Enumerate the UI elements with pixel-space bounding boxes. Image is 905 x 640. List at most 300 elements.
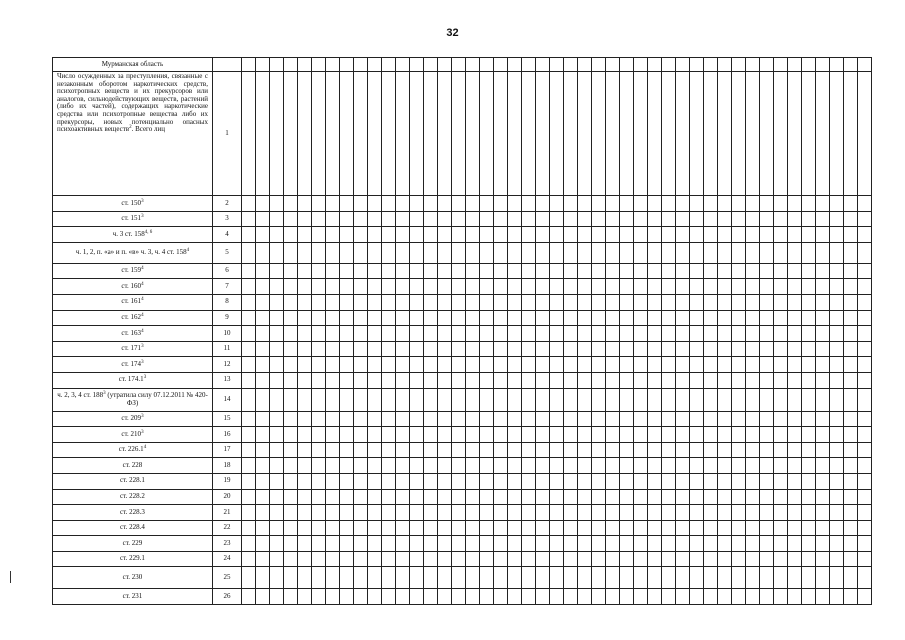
data-cell <box>410 520 424 536</box>
data-cell <box>284 72 298 196</box>
data-cell <box>326 58 340 72</box>
data-cell <box>788 372 802 388</box>
article-label <box>53 279 213 295</box>
data-cell <box>746 326 760 342</box>
data-cell <box>284 357 298 373</box>
data-cell <box>564 589 578 605</box>
data-cell <box>788 279 802 295</box>
data-cell <box>578 458 592 474</box>
data-cell <box>410 589 424 605</box>
data-cell <box>844 263 858 279</box>
data-cell <box>396 536 410 552</box>
data-cell <box>452 341 466 357</box>
data-cell <box>816 520 830 536</box>
data-cell <box>718 294 732 310</box>
data-cell <box>424 242 438 263</box>
data-cell <box>676 473 690 489</box>
data-cell <box>480 357 494 373</box>
data-cell <box>410 326 424 342</box>
article-label <box>53 411 213 427</box>
data-cell <box>802 263 816 279</box>
data-cell <box>256 589 270 605</box>
data-cell <box>242 310 256 326</box>
data-cell <box>494 411 508 427</box>
data-cell <box>676 341 690 357</box>
data-cell <box>648 196 662 212</box>
data-cell <box>354 473 368 489</box>
data-cell <box>298 388 312 411</box>
data-cell <box>340 357 354 373</box>
data-cell <box>270 279 284 295</box>
data-cell <box>648 294 662 310</box>
data-cell <box>480 310 494 326</box>
data-cell <box>480 326 494 342</box>
data-cell <box>508 551 522 567</box>
data-cell <box>564 505 578 521</box>
data-cell <box>452 411 466 427</box>
data-cell <box>858 211 872 227</box>
data-cell <box>480 427 494 443</box>
data-cell <box>242 211 256 227</box>
data-cell <box>256 196 270 212</box>
article-label <box>53 520 213 536</box>
data-cell <box>242 388 256 411</box>
data-cell <box>774 589 788 605</box>
data-cell <box>270 442 284 458</box>
data-cell <box>298 279 312 295</box>
data-cell <box>844 227 858 243</box>
data-cell <box>494 58 508 72</box>
data-cell <box>382 263 396 279</box>
table-row <box>53 551 872 567</box>
article-label <box>53 473 213 489</box>
data-cell <box>718 227 732 243</box>
data-cell <box>396 411 410 427</box>
data-cell <box>634 294 648 310</box>
data-cell <box>690 341 704 357</box>
data-cell <box>858 489 872 505</box>
data-cell <box>536 388 550 411</box>
data-cell <box>382 489 396 505</box>
data-cell <box>718 279 732 295</box>
data-cell <box>494 294 508 310</box>
data-cell <box>746 242 760 263</box>
data-cell <box>536 458 550 474</box>
data-cell <box>452 196 466 212</box>
data-cell <box>704 227 718 243</box>
data-cell <box>466 58 480 72</box>
data-cell <box>746 589 760 605</box>
data-cell <box>648 357 662 373</box>
data-cell <box>620 505 634 521</box>
data-cell <box>354 227 368 243</box>
data-cell <box>844 72 858 196</box>
data-cell <box>494 211 508 227</box>
data-cell <box>424 589 438 605</box>
data-cell <box>704 58 718 72</box>
data-cell <box>732 196 746 212</box>
data-cell <box>354 326 368 342</box>
data-cell <box>774 388 788 411</box>
data-cell <box>662 72 676 196</box>
data-cell <box>662 294 676 310</box>
data-cell <box>564 411 578 427</box>
data-cell <box>284 411 298 427</box>
data-cell <box>438 458 452 474</box>
data-cell <box>438 227 452 243</box>
data-cell <box>760 388 774 411</box>
data-cell <box>774 341 788 357</box>
data-cell <box>424 211 438 227</box>
table-row <box>53 357 872 373</box>
data-cell <box>494 263 508 279</box>
data-cell <box>774 211 788 227</box>
data-cell <box>858 505 872 521</box>
data-cell <box>480 458 494 474</box>
data-cell <box>732 388 746 411</box>
data-cell <box>466 263 480 279</box>
data-cell <box>382 589 396 605</box>
data-cell <box>550 427 564 443</box>
data-cell <box>382 372 396 388</box>
data-cell <box>550 279 564 295</box>
data-cell <box>480 442 494 458</box>
data-cell <box>620 442 634 458</box>
data-cell <box>746 427 760 443</box>
data-cell <box>354 58 368 72</box>
data-cell <box>704 505 718 521</box>
data-cell <box>746 227 760 243</box>
data-cell <box>312 520 326 536</box>
data-cell <box>522 72 536 196</box>
data-cell <box>452 520 466 536</box>
data-cell <box>480 227 494 243</box>
article-text: ст. 229.1 <box>120 554 145 563</box>
data-cell <box>676 196 690 212</box>
data-cell <box>494 551 508 567</box>
data-cell <box>242 341 256 357</box>
data-cell <box>326 442 340 458</box>
data-cell <box>326 551 340 567</box>
table-row <box>53 589 872 605</box>
footnote-marker: 3 <box>141 359 144 365</box>
data-cell <box>396 427 410 443</box>
data-cell <box>382 551 396 567</box>
data-cell <box>284 263 298 279</box>
data-cell <box>592 589 606 605</box>
data-cell <box>256 551 270 567</box>
data-cell <box>564 326 578 342</box>
data-cell <box>256 505 270 521</box>
data-cell <box>634 72 648 196</box>
data-cell <box>494 341 508 357</box>
data-cell <box>620 473 634 489</box>
data-cell <box>774 58 788 72</box>
data-cell <box>704 458 718 474</box>
table-row <box>53 294 872 310</box>
data-cell <box>256 326 270 342</box>
data-cell <box>774 442 788 458</box>
article-text: ст. 174.1 <box>118 375 144 384</box>
data-cell <box>270 357 284 373</box>
data-cell <box>718 473 732 489</box>
data-cell <box>270 242 284 263</box>
footnote-marker: 4, 6 <box>144 229 153 235</box>
data-cell <box>508 58 522 72</box>
data-cell <box>536 411 550 427</box>
article-text: ст. 171 <box>121 344 142 353</box>
table-row <box>53 310 872 326</box>
article-text: ст. 228.3 <box>120 507 145 516</box>
data-cell <box>312 341 326 357</box>
data-cell <box>662 357 676 373</box>
data-cell <box>312 263 326 279</box>
data-cell <box>550 242 564 263</box>
data-cell <box>858 294 872 310</box>
data-cell <box>746 489 760 505</box>
data-cell <box>802 505 816 521</box>
data-cell <box>508 227 522 243</box>
row-number: 20 <box>213 489 242 505</box>
data-cell <box>606 551 620 567</box>
data-cell <box>578 427 592 443</box>
data-cell <box>480 473 494 489</box>
data-cell <box>592 227 606 243</box>
data-cell <box>676 58 690 72</box>
data-cell <box>844 279 858 295</box>
data-cell <box>858 196 872 212</box>
data-cell <box>690 196 704 212</box>
data-cell <box>634 227 648 243</box>
data-cell <box>522 196 536 212</box>
data-cell <box>242 372 256 388</box>
data-cell <box>410 279 424 295</box>
data-cell <box>242 473 256 489</box>
data-cell <box>242 520 256 536</box>
data-cell <box>466 388 480 411</box>
data-cell <box>578 505 592 521</box>
data-cell <box>368 263 382 279</box>
row-number: 8 <box>213 294 242 310</box>
data-cell <box>774 536 788 552</box>
data-cell <box>270 520 284 536</box>
data-cell <box>284 427 298 443</box>
data-cell <box>480 58 494 72</box>
data-cell <box>760 211 774 227</box>
data-cell <box>312 505 326 521</box>
data-cell <box>662 505 676 521</box>
data-cell <box>382 58 396 72</box>
data-cell <box>340 341 354 357</box>
row-number: 4 <box>213 227 242 243</box>
data-cell <box>396 520 410 536</box>
data-cell <box>844 357 858 373</box>
data-cell <box>452 72 466 196</box>
data-cell <box>522 458 536 474</box>
data-cell <box>788 473 802 489</box>
data-cell <box>382 427 396 443</box>
data-cell <box>662 58 676 72</box>
data-cell <box>522 589 536 605</box>
data-cell <box>732 567 746 589</box>
data-cell <box>340 473 354 489</box>
data-cell <box>774 72 788 196</box>
data-cell <box>536 196 550 212</box>
data-cell <box>424 72 438 196</box>
data-cell <box>494 458 508 474</box>
data-cell <box>578 388 592 411</box>
article-label <box>53 341 213 357</box>
data-cell <box>620 489 634 505</box>
data-cell <box>718 263 732 279</box>
data-cell <box>354 520 368 536</box>
data-cell <box>760 263 774 279</box>
data-cell <box>326 196 340 212</box>
data-cell <box>746 211 760 227</box>
data-cell <box>550 72 564 196</box>
data-cell <box>312 442 326 458</box>
data-cell <box>326 372 340 388</box>
data-cell <box>354 567 368 589</box>
data-cell <box>648 372 662 388</box>
data-cell <box>844 196 858 212</box>
data-cell <box>760 58 774 72</box>
data-cell <box>270 551 284 567</box>
data-cell <box>774 227 788 243</box>
data-cell <box>746 357 760 373</box>
data-cell <box>676 372 690 388</box>
data-cell <box>242 442 256 458</box>
data-cell <box>606 427 620 443</box>
data-cell <box>634 357 648 373</box>
data-cell <box>466 536 480 552</box>
data-cell <box>368 520 382 536</box>
data-cell <box>368 411 382 427</box>
data-cell <box>536 326 550 342</box>
data-cell <box>732 442 746 458</box>
data-cell <box>816 357 830 373</box>
data-cell <box>648 388 662 411</box>
data-cell <box>522 310 536 326</box>
data-cell <box>718 458 732 474</box>
data-cell <box>690 473 704 489</box>
data-cell <box>410 263 424 279</box>
data-cell <box>242 242 256 263</box>
data-cell <box>858 551 872 567</box>
data-cell <box>242 489 256 505</box>
data-cell <box>690 58 704 72</box>
article-label <box>53 505 213 521</box>
data-cell <box>536 551 550 567</box>
data-cell <box>844 211 858 227</box>
data-cell <box>410 196 424 212</box>
data-cell <box>606 458 620 474</box>
data-cell <box>256 458 270 474</box>
data-cell <box>368 458 382 474</box>
data-cell <box>424 458 438 474</box>
region-name-text: Мурманская область <box>101 59 164 68</box>
data-cell <box>578 326 592 342</box>
data-cell <box>718 326 732 342</box>
data-cell <box>396 372 410 388</box>
data-cell <box>438 263 452 279</box>
data-cell <box>550 458 564 474</box>
article-text: ст. 228.1 <box>120 476 145 485</box>
data-cell <box>634 458 648 474</box>
data-cell <box>704 411 718 427</box>
data-cell <box>732 372 746 388</box>
data-cell <box>760 458 774 474</box>
data-cell <box>410 473 424 489</box>
data-cell <box>760 279 774 295</box>
data-cell <box>760 242 774 263</box>
data-cell <box>270 58 284 72</box>
data-cell <box>634 211 648 227</box>
data-cell <box>774 372 788 388</box>
data-cell <box>256 227 270 243</box>
data-cell <box>424 505 438 521</box>
table-row <box>53 72 872 196</box>
row-number: 23 <box>213 536 242 552</box>
data-cell <box>592 196 606 212</box>
data-cell <box>858 473 872 489</box>
data-cell <box>676 589 690 605</box>
data-cell <box>802 427 816 443</box>
data-cell <box>718 211 732 227</box>
data-cell <box>438 357 452 373</box>
data-cell <box>592 505 606 521</box>
footnote-marker: 4 <box>141 297 144 303</box>
data-cell <box>284 58 298 72</box>
data-cell <box>354 279 368 295</box>
data-cell <box>438 72 452 196</box>
data-cell <box>480 505 494 521</box>
data-cell <box>284 536 298 552</box>
data-cell <box>242 58 256 72</box>
data-cell <box>312 326 326 342</box>
data-cell <box>648 279 662 295</box>
data-cell <box>438 567 452 589</box>
data-cell <box>774 520 788 536</box>
data-cell <box>256 341 270 357</box>
data-cell <box>284 458 298 474</box>
data-cell <box>676 427 690 443</box>
data-cell <box>354 294 368 310</box>
data-cell <box>606 388 620 411</box>
data-cell <box>858 589 872 605</box>
data-cell <box>298 411 312 427</box>
data-cell <box>830 473 844 489</box>
data-cell <box>816 473 830 489</box>
data-cell <box>634 536 648 552</box>
data-cell <box>522 427 536 443</box>
data-cell <box>634 520 648 536</box>
data-cell <box>732 326 746 342</box>
data-cell <box>536 242 550 263</box>
data-cell <box>508 326 522 342</box>
data-cell <box>494 567 508 589</box>
description-label <box>53 72 213 196</box>
data-cell <box>718 196 732 212</box>
table-row <box>53 520 872 536</box>
data-cell <box>718 242 732 263</box>
data-cell <box>326 567 340 589</box>
article-text: ст. 228 <box>122 460 143 469</box>
data-cell <box>466 411 480 427</box>
data-cell <box>480 411 494 427</box>
data-cell <box>816 294 830 310</box>
data-cell <box>564 58 578 72</box>
